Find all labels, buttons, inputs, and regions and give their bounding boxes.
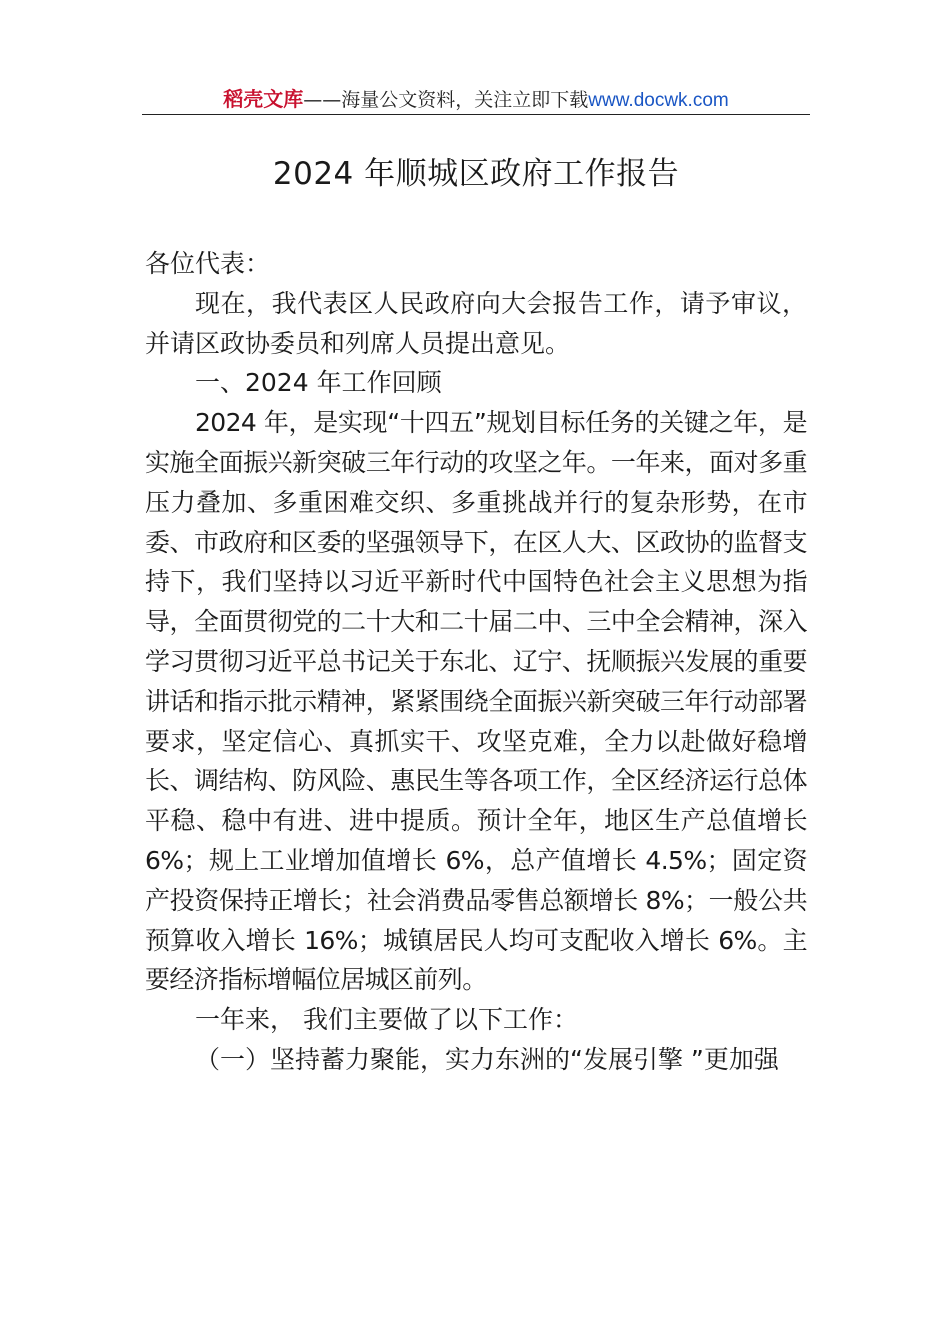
section-heading: 一、2024 年工作回顾 — [195, 368, 442, 398]
salutation: 各位代表： — [145, 249, 271, 278]
header-tagline: ——海量公文资料，关注立即下载 — [303, 89, 589, 111]
subsection-heading: （一）坚持蓄力聚能，实力东洲的“发展引擎 ”更加强 — [195, 1044, 779, 1074]
review-paragraph: 2024 年，是实现“十四五”规划目标任务的关键之年，是实施全面振兴新突破三年行动的攻坚之年。一年来，面对多重压力叠加、多重困难交织、多重挑战并行的复杂形势，在市委、市政府和区委的坚强领导下，在区人大、区政协的监督支持下，我们坚持以习近平新时代中国特色社会主义思想为指导，全面贯彻党的二十大和二十届二中、三中全会精神，深入学习贯彻习近平总书记关于东北、辽宁、抚顺振兴发展的重要讲话和指示批示精神，紧紧围绕全面振兴新突破三年行动部署要求，坚定信心、真抓实干、攻坚克难，全力以赴做好稳增长、调结构、防风险、惠民生等各项工作，全区经济运行总体平稳、稳中有进、进中提质。预计全年，地区生产总值增长 6%；规上工业增加值增长 6%，总产值增长 4.5%；固定资产投资保持正增长；社会消费品零售总额增长 8%；一般公共预算收入增长 16%；城镇居民人均可支配收入增长 6%。主要经济指标增幅位居城区前列。 — [145, 408, 807, 995]
intro-paragraph: 现在，我代表区人民政府向大会报告工作，请予审议，并请区政协委员和列席人员提出意见。 — [145, 288, 807, 358]
document-title: 2024 年顺城区政府工作报告 — [272, 156, 680, 192]
document-body — [145, 244, 807, 1080]
document-header — [142, 84, 810, 114]
work-intro: 一年来， 我们主要做了以下工作： — [195, 1005, 578, 1035]
site-link[interactable]: www.docwk.com — [588, 90, 729, 111]
header-divider — [142, 114, 810, 115]
brand-name: 稻壳文库 — [223, 87, 304, 111]
